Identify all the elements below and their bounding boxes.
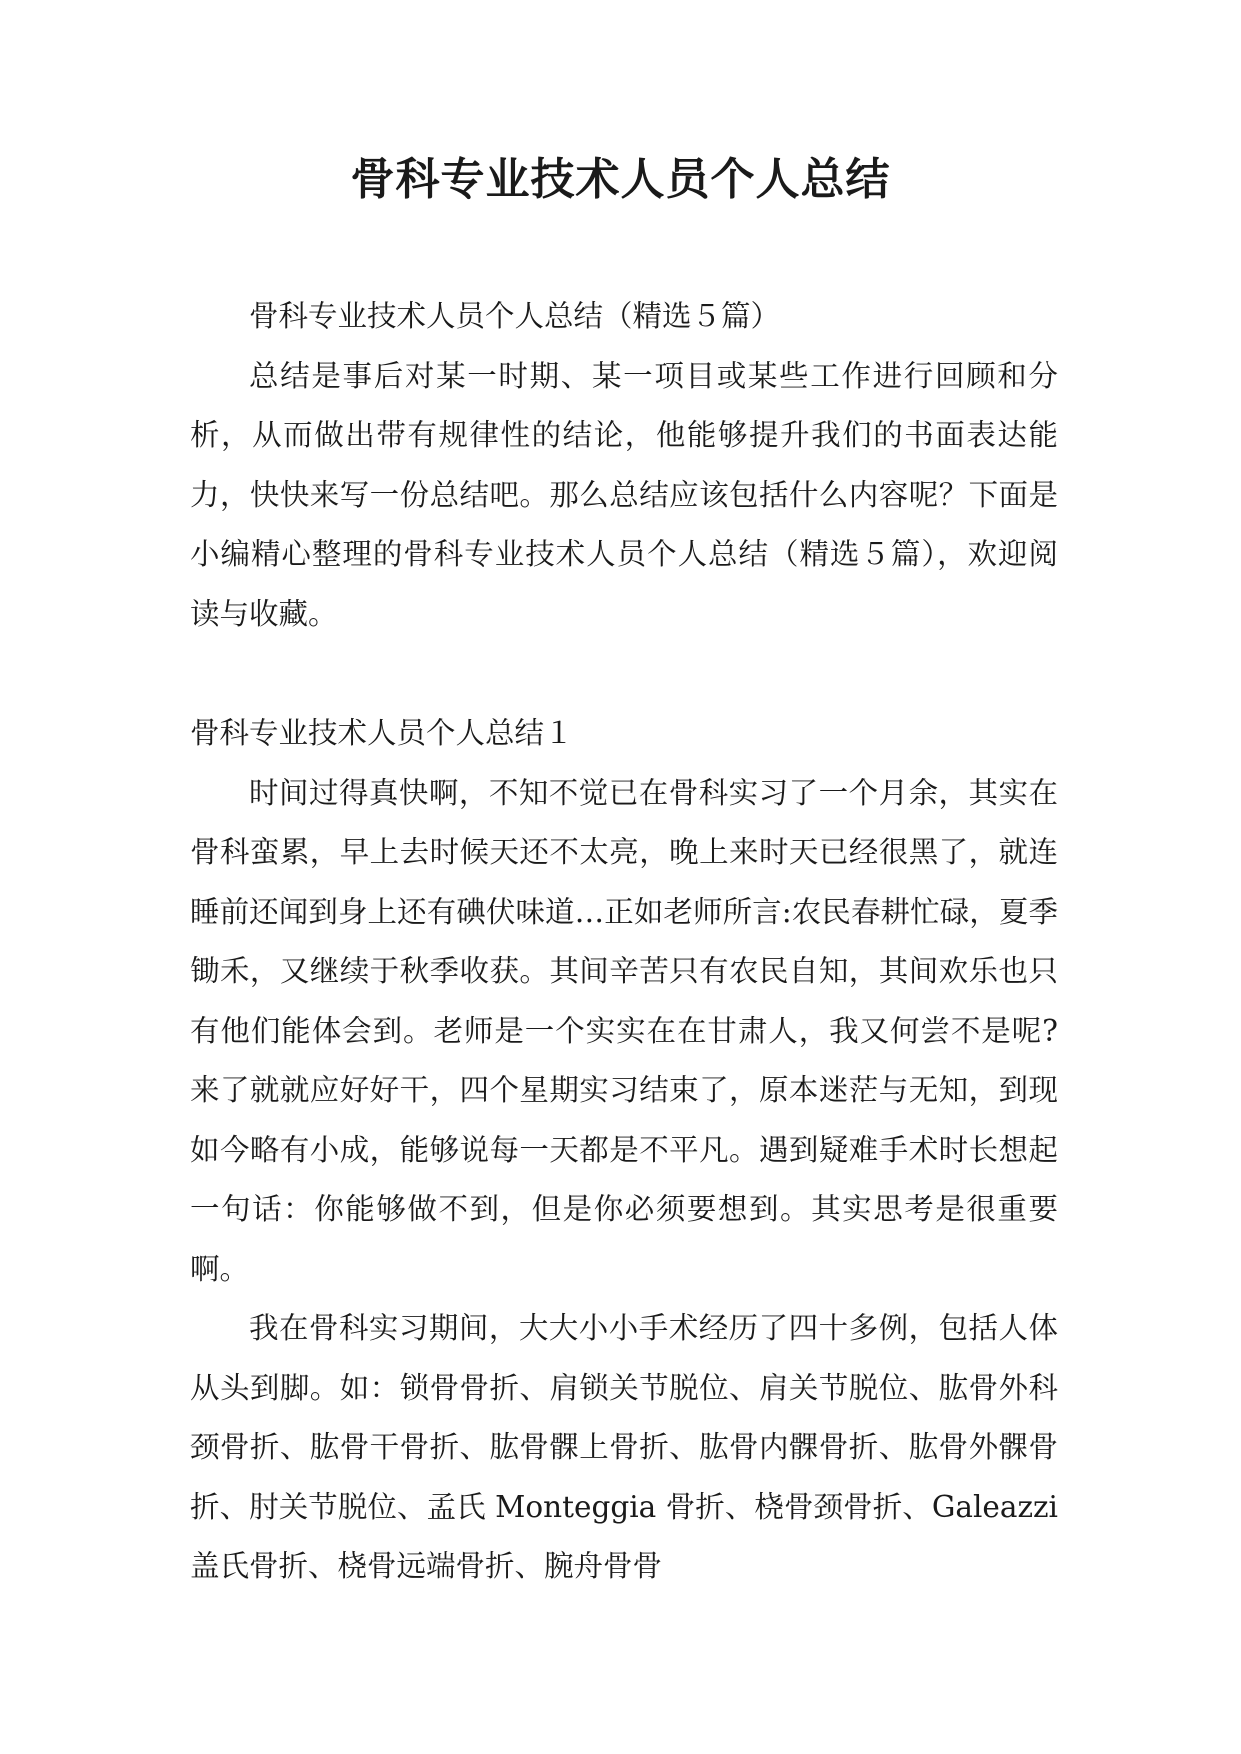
body-paragraph: 我在骨科实习期间，大大小小手术经历了四十多例，包括人体从头到脚。如：锁骨骨折、肩锁关节脱位、肩关节脱位、肱骨外科颈骨折、肱骨干骨折、肱骨髁上骨折、肱骨内髁骨折、肱骨外髁骨折、肘关节脱位、孟氏 Monteggia 骨折、桡骨颈骨折、Galeazzi 盖氏骨折、桡骨远端骨折、腕舟骨骨 bbox=[190, 1311, 1058, 1583]
body-paragraph: 时间过得真快啊，不知不觉已在骨科实习了一个月余，其实在骨科蛮累，早上去时候天还不太亮，晚上来时天已经很黑了，就连睡前还闻到身上还有碘伏味道…正如老师所言:农民春耕忙碌，夏季锄禾，又继续于秋季收获。其间辛苦只有农民自知，其间欢乐也只有他们能体会到。老师是一个实实在在甘肃人，我又何尝不是呢?来了就就应好好干，四个星期实习结束了，原本迷茫与无知，到现如今略有小成，能够说每一天都是不平凡。遇到疑难手术时长想起一句话：你能够做不到，但是你必须要想到。其实思考是很重要啊。 bbox=[190, 775, 1058, 1286]
intro-paragraph: 总结是事后对某一时期、某一项目或某些工作进行回顾和分析，从而做出带有规律性的结论，他能够提升我们的书面表达能力，快快来写一份总结吧。那么总结应该包括什么内容呢？下面是小编精心整理的骨科专业技术人员个人总结（精选５篇），欢迎阅读与收藏。 bbox=[190, 358, 1058, 631]
document-title: 骨科专业技术人员个人总结 bbox=[350, 154, 891, 205]
document-body bbox=[190, 287, 1058, 1597]
section-heading: 骨科专业技术人员个人总结１ bbox=[190, 716, 574, 750]
document-subtitle: 骨科专业技术人员个人总结（精选５篇） bbox=[249, 299, 781, 333]
